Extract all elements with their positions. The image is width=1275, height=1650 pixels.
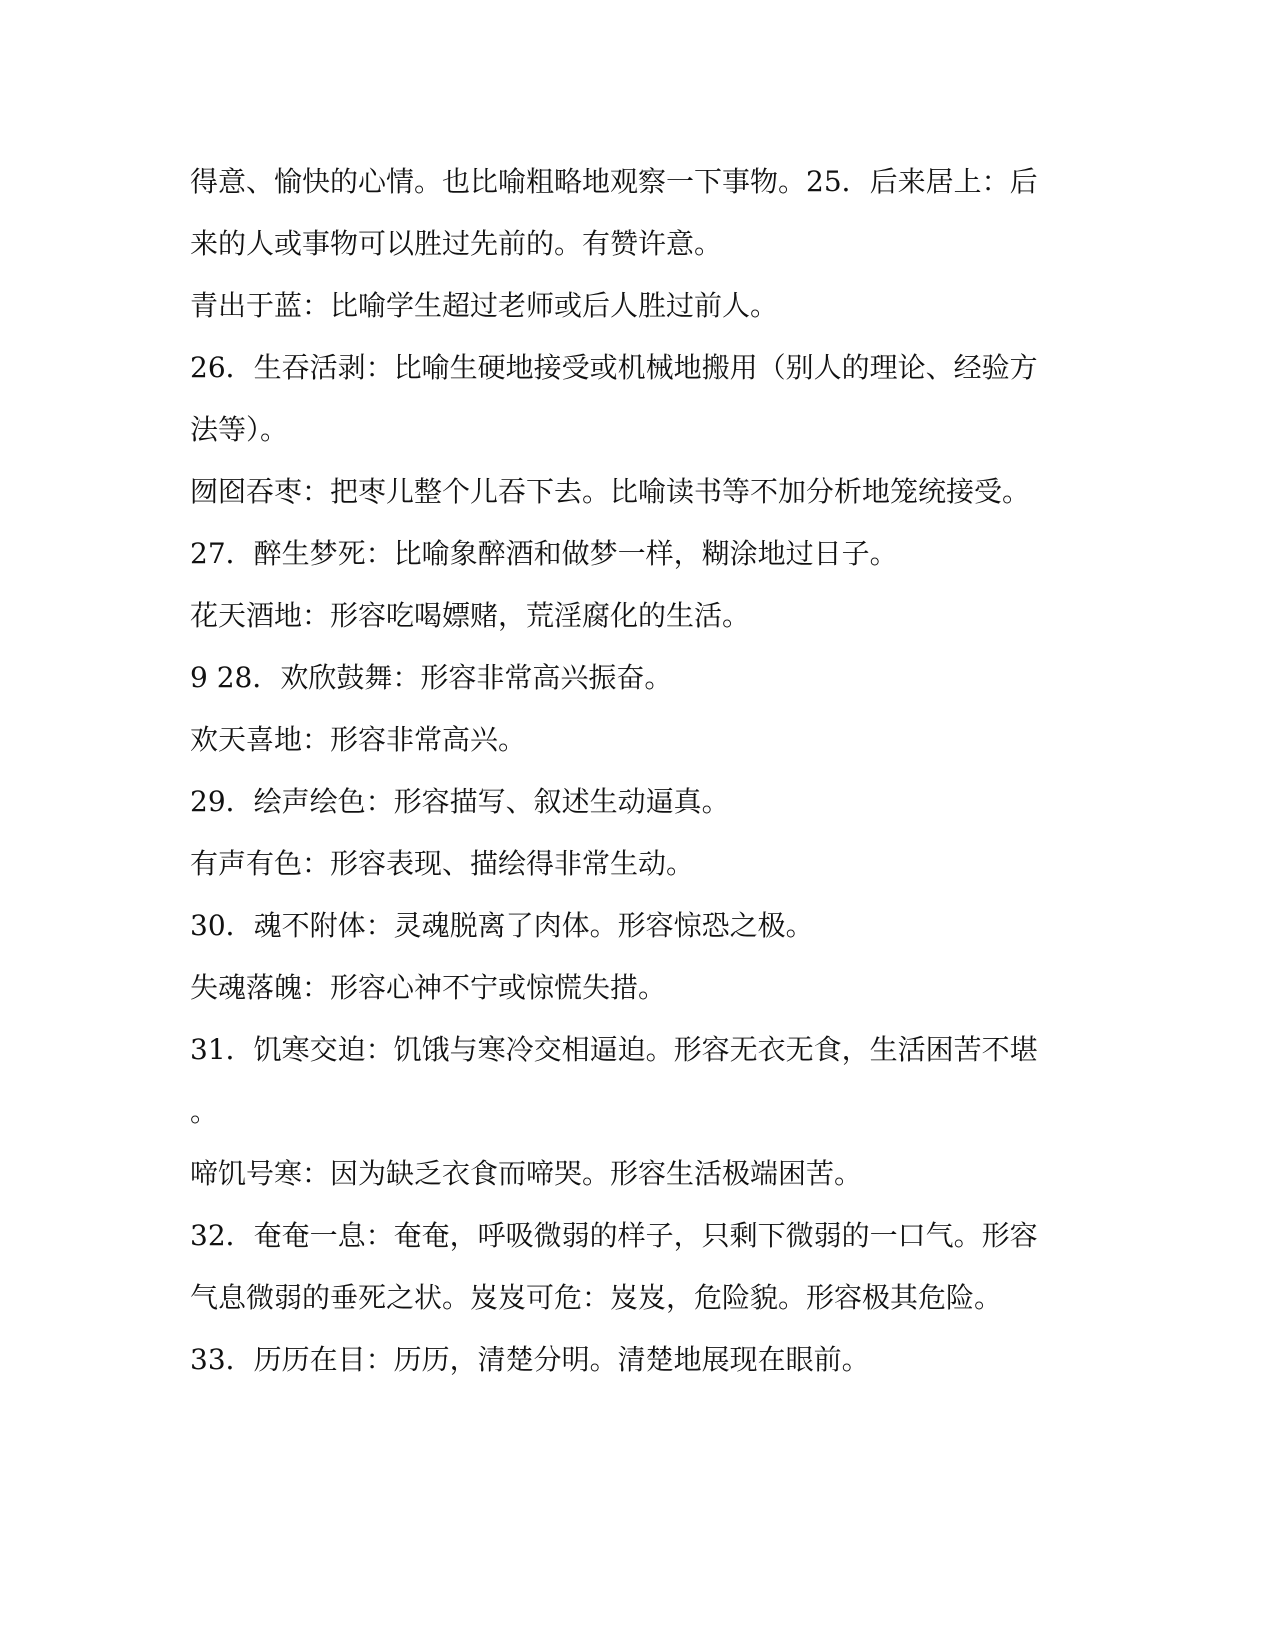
text-line: 30．魂不附体：灵魂脱离了肉体。形容惊恐之极。 (190, 909, 814, 942)
text-line: 青出于蓝：比喻学生超过老师或后人胜过前人。 (190, 289, 779, 322)
text-line: 失魂落魄：形容心神不宁或惊慌失措。 (190, 971, 667, 1004)
text-line: 有声有色：形容表现、描绘得非常生动。 (190, 847, 695, 880)
text-line: 31．饥寒交迫：饥饿与寒冷交相逼迫。形容无衣无食，生活困苦不堪 (190, 1033, 1038, 1066)
text-line: 9 28．欢欣鼓舞：形容非常高兴振奋。 (190, 661, 673, 694)
text-line: 囫囵吞枣：把枣儿整个儿吞下去。比喻读书等不加分析地笼统接受。 (190, 475, 1031, 508)
text-line: 。 (190, 1095, 219, 1128)
text-line: 29．绘声绘色：形容描写、叙述生动逼真。 (190, 785, 730, 818)
text-line: 法等）。 (190, 413, 289, 446)
text-line: 来的人或事物可以胜过先前的。有赞许意。 (190, 227, 723, 260)
text-line: 欢天喜地：形容非常高兴。 (190, 723, 527, 756)
text-line: 33．历历在目：历历，清楚分明。清楚地展现在眼前。 (190, 1343, 870, 1376)
text-line: 26．生吞活剥：比喻生硬地接受或机械地搬用（别人的理论、经验方 (190, 351, 1038, 384)
text-line: 啼饥号寒：因为缺乏衣食而啼哭。形容生活极端困苦。 (190, 1157, 863, 1190)
text-line: 气息微弱的垂死之状。岌岌可危：岌岌，危险貌。形容极其危险。 (190, 1281, 1003, 1314)
text-line: 32．奄奄一息：奄奄，呼吸微弱的样子，只剩下微弱的一口气。形容 (190, 1219, 1038, 1252)
text-line: 27．醉生梦死：比喻象醉酒和做梦一样，糊涂地过日子。 (190, 537, 898, 570)
text-line: 花天酒地：形容吃喝嫖赌，荒淫腐化的生活。 (190, 599, 751, 632)
text-line: 得意、愉快的心情。也比喻粗略地观察一下事物。25．后来居上：后 (190, 165, 1038, 198)
